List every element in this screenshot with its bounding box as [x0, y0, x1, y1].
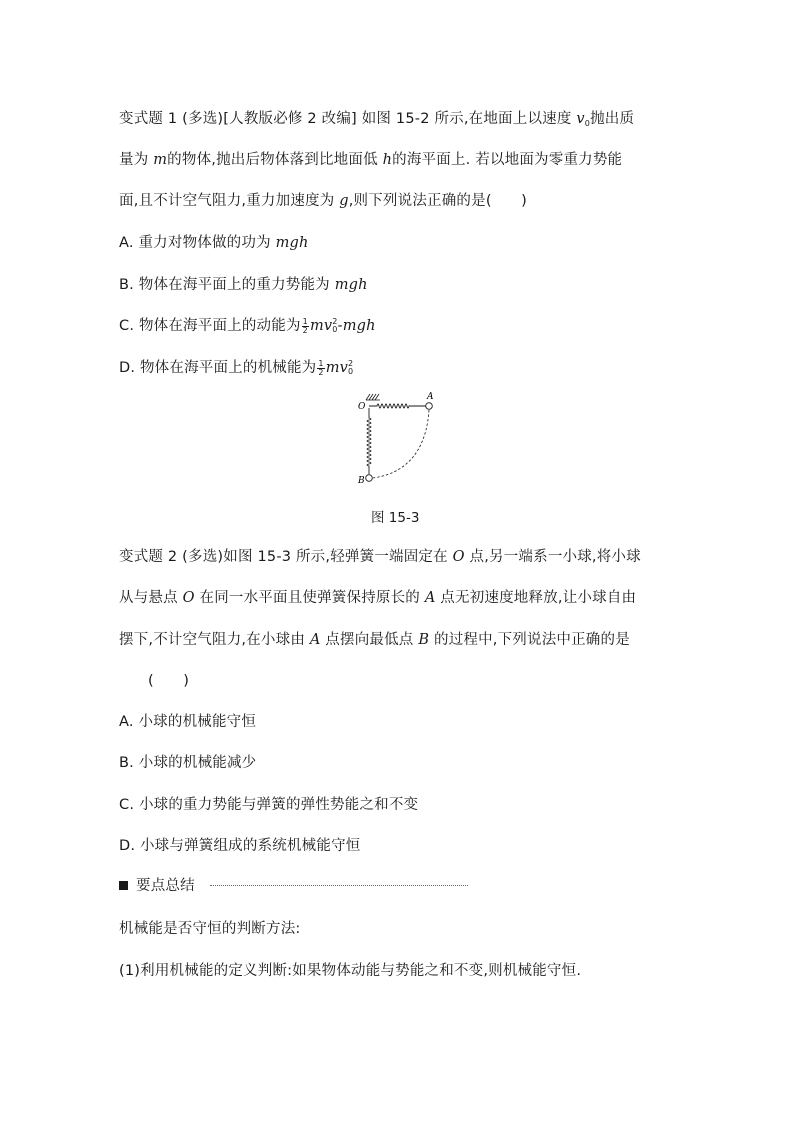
fraction-denominator: 2 — [302, 325, 308, 335]
q1-mass-symbol: m — [153, 152, 168, 168]
q2-option-b: B. 小球的机械能减少 — [119, 755, 257, 771]
spring-pendulum-figure — [355, 390, 445, 490]
q1-gravity-symbol: g — [339, 193, 349, 209]
q2-text: 从与悬点 — [119, 590, 183, 606]
option-math: mv — [309, 318, 333, 334]
q2-text: 的过程中,下列说法中正确的是 — [429, 632, 630, 648]
q2-text: 点,另一端系一小球,将小球 — [464, 549, 641, 565]
subscript: 0 — [332, 325, 338, 334]
option-math: -mgh — [337, 318, 376, 334]
q2-stem-line-1 — [119, 547, 641, 567]
q1-text: 量为 — [119, 152, 154, 168]
label-b: B — [358, 476, 365, 486]
q2-option-a: A. 小球的机械能守恒 — [119, 714, 257, 730]
fixed-support-hatch — [366, 394, 380, 400]
spring-pendulum-diagram — [355, 390, 445, 490]
subscript: 0 — [348, 367, 354, 376]
q1-option-d — [119, 358, 353, 378]
option-math: mv — [325, 360, 349, 376]
q1-text: 变式题 1 (多选)[人教版必修 2 改编] 如图 15-2 所示,在地面上以速度 — [119, 111, 577, 127]
q1-text: ,则下列说法正确的是( ) — [348, 193, 527, 209]
fraction-numerator: 1 — [302, 316, 308, 326]
q2-answer-paren: ( ) — [148, 673, 190, 689]
option-text: A. 重力对物体做的功为 — [119, 235, 276, 251]
q1-height-symbol: h — [382, 152, 393, 168]
ball-at-b — [366, 475, 373, 482]
vertical-spring — [367, 408, 371, 474]
q2-stem-line-2 — [119, 588, 636, 608]
summary-heading — [119, 876, 195, 896]
summary-line-2: (1)利用机械能的定义判断:如果物体动能与势能之和不变,则机械能守恒. — [119, 963, 582, 979]
q1-text: 面,且不计空气阻力,重力加速度为 — [119, 193, 340, 209]
option-math: mgh — [275, 235, 309, 251]
superscript: 2 — [332, 317, 338, 326]
summary-title: 要点总结 — [136, 878, 195, 894]
option-text: B. 物体在海平面上的重力势能为 — [119, 277, 335, 293]
q2-stem-line-3 — [119, 630, 630, 650]
point-b-symbol: B — [418, 632, 430, 648]
q2-option-d: D. 小球与弹簧组成的系统机械能守恒 — [119, 838, 361, 854]
fraction-numerator: 1 — [318, 358, 324, 368]
summary-line-1: 机械能是否守恒的判断方法: — [119, 921, 301, 937]
q2-text: 点无初速度地释放,让小球自由 — [435, 590, 637, 606]
square-bullet-icon — [119, 881, 128, 890]
option-text: D. 物体在海平面上的机械能为 — [119, 360, 317, 376]
ball-at-a — [426, 403, 433, 410]
q1-stem-line-3 — [119, 191, 527, 211]
label-o: O — [358, 402, 366, 412]
point-a-symbol: A — [424, 590, 436, 606]
point-o-symbol: O — [182, 590, 195, 606]
q1-option-b — [119, 275, 368, 295]
superscript: 2 — [348, 359, 354, 368]
point-a-symbol: A — [309, 632, 321, 648]
q2-text: 变式题 2 (多选)如图 15-3 所示,轻弹簧一端固定在 — [119, 549, 453, 565]
q1-text: 的海平面上. 若以地面为零重力势能 — [392, 152, 623, 168]
q1-velocity-symbol: v — [576, 111, 585, 127]
q1-velocity-subscript: 0 — [584, 119, 591, 128]
point-o-symbol: O — [452, 549, 465, 565]
q2-option-c: C. 小球的重力势能与弹簧的弹性势能之和不变 — [119, 797, 419, 813]
dotted-divider — [210, 885, 468, 886]
q1-option-c — [119, 316, 376, 336]
fraction-denominator: 2 — [318, 367, 324, 377]
label-a: A — [427, 392, 434, 402]
fraction-one-half — [302, 318, 309, 335]
q1-text: 的物体,抛出后物体落到比地面低 — [167, 152, 383, 168]
option-text: C. 物体在海平面上的动能为 — [119, 318, 301, 334]
q1-option-a — [119, 233, 309, 253]
figure-caption: 图 15-3 — [371, 510, 420, 526]
q1-stem-line-2 — [119, 150, 622, 170]
q1-text: 抛出质 — [590, 111, 635, 127]
trajectory-dashed-curve — [373, 410, 429, 478]
q2-text: 摆下,不计空气阻力,在小球由 — [119, 632, 310, 648]
fraction-one-half — [317, 360, 324, 377]
q2-text: 点摆向最低点 — [320, 632, 419, 648]
option-math: mgh — [334, 277, 368, 293]
sup-sub — [348, 360, 353, 376]
q2-text: 在同一水平面且使弹簧保持原长的 — [194, 590, 425, 606]
q1-stem-line-1 — [119, 109, 634, 134]
horizontal-spring — [369, 404, 426, 408]
